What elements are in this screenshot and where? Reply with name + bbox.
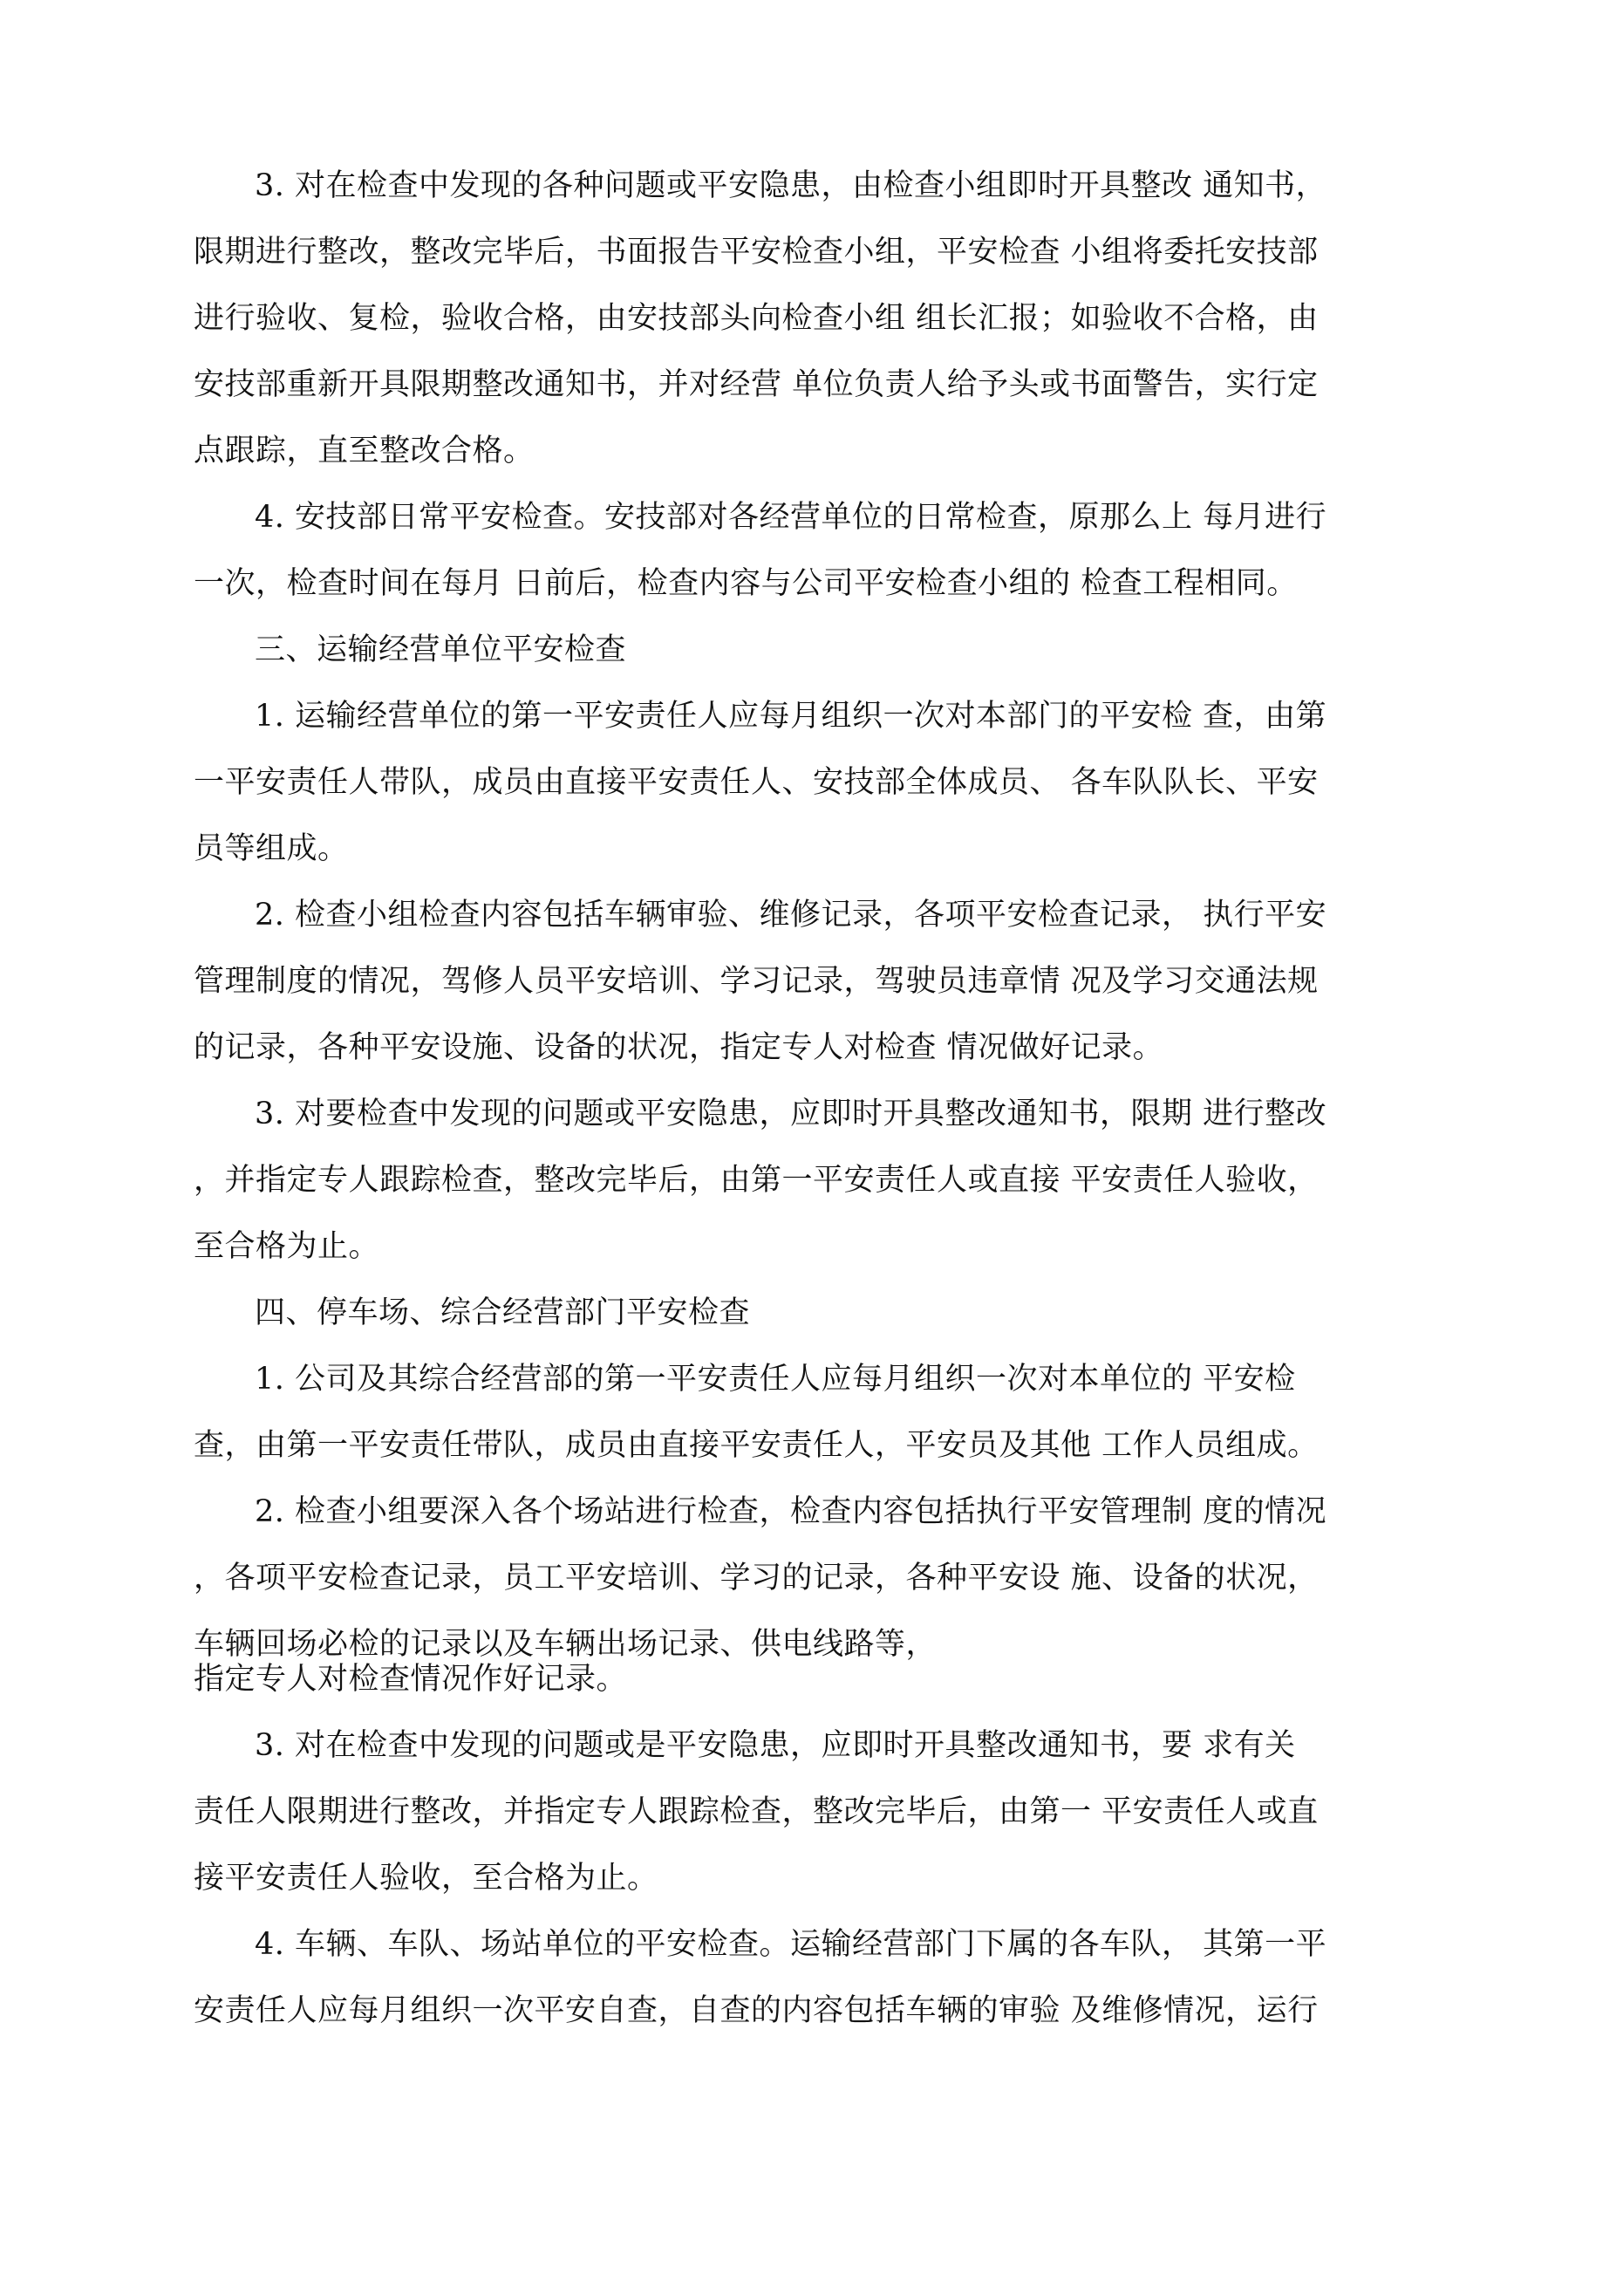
paragraph-line: 安责任人应每月组织一次平安自查，自查的内容包括车辆的审验 及维修情况，运行 xyxy=(194,1993,1319,2028)
paragraph-line: 安技部重新开具限期整改通知书，并对经营 单位负责人给予头或书面警告，实行定 xyxy=(194,367,1319,402)
paragraph-line: 点跟踪，直至整改合格。 xyxy=(194,434,535,468)
paragraph-line: 查，由第一平安责任带队，成员由直接平安责任人，平安员及其他 工作人员组成。 xyxy=(194,1428,1319,1463)
document-body xyxy=(194,169,1441,2060)
paragraph-line: 2. 检查小组要深入各个场站进行检查，检查内容包括执行平安管理制 度的情况 xyxy=(255,1494,1327,1529)
paragraph-line: 管理制度的情况，驾修人员平安培训、学习记录，驾驶员违章情 况及学习交通法规 xyxy=(194,964,1319,999)
paragraph-line: 指定专人对检查情况作好记录。 xyxy=(194,1662,628,1697)
paragraph-line: 的记录，各种平安设施、设备的状况，指定专人对检查 情况做好记录。 xyxy=(194,1030,1164,1065)
paragraph-line: 进行验收、复检，验收合格，由安技部头向检查小组 组长汇报；如验收不合格，由 xyxy=(194,301,1319,336)
paragraph-line: 1. 公司及其综合经营部的第一平安责任人应每月组织一次对本单位的 平安检 xyxy=(255,1362,1296,1397)
paragraph-line: 限期进行整改，整改完毕后，书面报告平安检查小组，平安检查 小组将委托安技部 xyxy=(194,235,1319,270)
paragraph-line: 一次，检查时间在每月 日前后，检查内容与公司平安检查小组的 检查工程相同。 xyxy=(194,566,1298,601)
paragraph-line: ，各项平安检查记录，员工平安培训、学习的记录，各种平安设 施、设备的状况， xyxy=(194,1561,1319,1596)
paragraph-line: 4. 车辆、车队、场站单位的平安检查。运输经营部门下属的各车队， 其第一平 xyxy=(255,1927,1327,1962)
paragraph-line: 至合格为止。 xyxy=(194,1229,380,1264)
paragraph-line: 3. 对在检查中发现的问题或是平安隐患，应即时开具整改通知书，要 求有关 xyxy=(255,1728,1296,1763)
paragraph-line: 车辆回场必检的记录以及车辆出场记录、供电线路等， xyxy=(194,1627,938,1662)
paragraph-line: ，并指定专人跟踪检查，整改完毕后，由第一平安责任人或直接 平安责任人验收， xyxy=(194,1163,1319,1198)
paragraph-line: 一平安责任人带队，成员由直接平安责任人、安技部全体成员、 各车队队长、平安 xyxy=(194,765,1319,800)
paragraph-line: 1. 运输经营单位的第一平安责任人应每月组织一次对本部门的平安检 查，由第 xyxy=(255,699,1327,734)
paragraph-line: 3. 对要检查中发现的问题或平安隐患，应即时开具整改通知书，限期 进行整改 xyxy=(255,1097,1327,1131)
paragraph-line: 3. 对在检查中发现的各种问题或平安隐患，由检查小组即时开具整改 通知书， xyxy=(255,168,1327,203)
section-heading: 三、运输经营单位平安检查 xyxy=(255,632,627,667)
paragraph-line: 2. 检查小组检查内容包括车辆审验、维修记录，各项平安检查记录， 执行平安 xyxy=(255,898,1327,933)
paragraph-line: 接平安责任人验收，至合格为止。 xyxy=(194,1861,658,1896)
paragraph-line: 员等组成。 xyxy=(194,831,349,866)
paragraph-line: 4. 安技部日常平安检查。安技部对各经营单位的日常检查，原那么上 每月进行 xyxy=(255,500,1327,535)
section-heading: 四、停车场、综合经营部门平安检查 xyxy=(255,1295,751,1330)
paragraph-line: 责任人限期进行整改，并指定专人跟踪检查，整改完毕后，由第一 平安责任人或直 xyxy=(194,1794,1319,1829)
